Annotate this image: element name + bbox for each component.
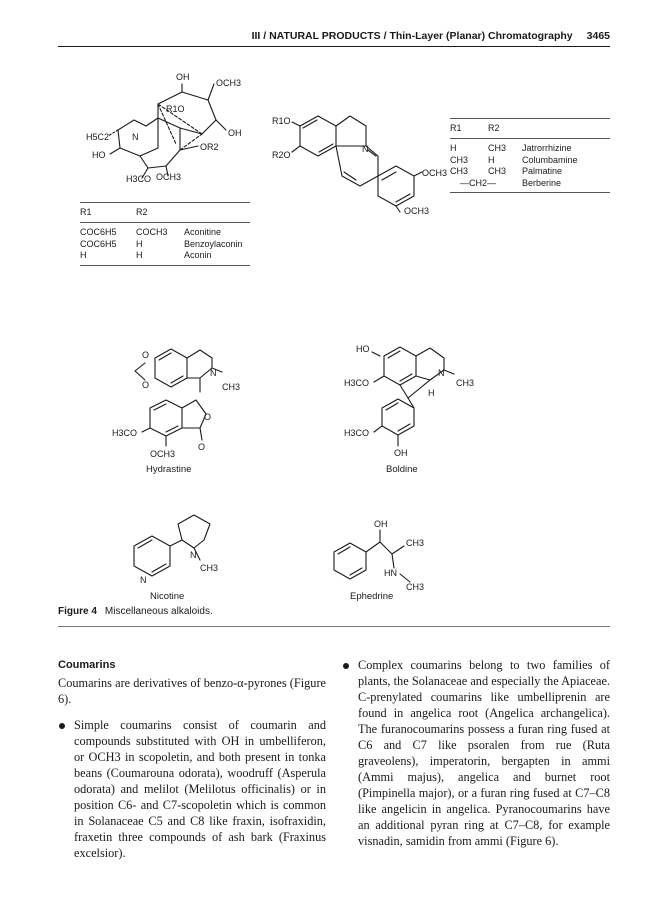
table-cell: H [136, 250, 143, 260]
boldine-label: H3CO [344, 378, 370, 388]
table-cell: CH3 [488, 143, 507, 153]
compound-name: Ephedrine [350, 591, 394, 602]
section-heading: Coumarins [58, 659, 116, 671]
aconitine-label: OR2 [200, 142, 219, 152]
boldine-structure [372, 347, 454, 446]
boldine-label: CH3 [456, 378, 475, 388]
table-header-cell: R2 [488, 123, 500, 133]
ephedrine-label: HN [384, 568, 397, 578]
figure-label: Figure 4 [58, 606, 97, 617]
table-row [80, 239, 250, 251]
hydrastine-label: O [204, 412, 212, 422]
aconitine-label: OCH3 [216, 78, 242, 88]
table-row [80, 227, 250, 239]
list-item [342, 657, 610, 849]
left-column [58, 657, 326, 861]
bullet-icon [343, 663, 349, 669]
compound-name: Hydrastine [146, 464, 192, 475]
table-cell: Aconin [184, 250, 212, 260]
aconitine-label: OH [228, 128, 242, 138]
nicotine-label: N [140, 575, 147, 585]
table-cell: Columbamine [522, 154, 578, 165]
berberine-label: N [362, 144, 369, 154]
aconitine-structure [108, 84, 226, 178]
table-cell: COC6H5 [80, 238, 117, 249]
table-cell [488, 178, 522, 190]
berberine-structure [292, 116, 422, 212]
table-header-cell: R1 [80, 207, 92, 217]
boldine-label: HO [356, 344, 370, 354]
hydrastine-label: OCH3 [150, 449, 176, 459]
table-row [450, 166, 610, 178]
table-header [450, 119, 610, 139]
complex-coumarins-text: Complex coumarins belong to two families of plants, the Solanaceae and especially the Apiaceae. C-prenylated coumarins like umbelliprenin are found in angelica root (Angelica archangelica). The furanocoumarins possess a furan ring fused at C6 and C7 like psoralen from rue (Ruta graveolens), imperatorin, bergapten in ammi (Ammi majus), angelica and burnet root (Pimpinella major), or a furan ring fused at C7–C8 like angelicin in angelica. Pyranocoumarins have an additional pyran ring at C7–C8, for example visnadin, samidin from ammi (Figure 6). [358, 658, 610, 848]
table-header-cell: R1 [450, 123, 462, 133]
berberine-label: OCH3 [422, 168, 448, 178]
table-row [450, 155, 610, 167]
aconitine-label: H5C2 [86, 132, 110, 142]
hydrastine-label: O [198, 442, 206, 452]
ephedrine-label: CH3 [406, 538, 425, 548]
table-row [80, 250, 250, 262]
table-cell: Benzoylaconin [184, 238, 243, 249]
table-cell: CH3 [450, 166, 469, 176]
page-number: 3465 [586, 30, 610, 42]
nicotine-structure [134, 515, 210, 576]
table-cell: Palmatine [522, 166, 563, 176]
running-title: III / NATURAL PRODUCTS / Thin-Layer (Planar) Chromatography [251, 30, 573, 42]
right-column [342, 657, 610, 849]
table-cell: Aconitine [184, 227, 222, 237]
berberine-label: OCH3 [404, 206, 430, 216]
hydrastine-structure [135, 349, 222, 446]
compound-name: Boldine [386, 464, 418, 475]
table-cell: H [488, 154, 495, 165]
aconitine-label: HO [92, 150, 106, 160]
aconitine-label: N [132, 132, 139, 142]
aconitine-table [80, 202, 250, 266]
ephedrine-label: CH3 [406, 582, 425, 592]
aconitine-label: H3CO [126, 174, 152, 184]
boldine-label: N [438, 368, 445, 378]
table-cell: CH3 [488, 166, 507, 176]
simple-coumarins-text: Simple coumarins consist of coumarin and compounds substituted with OH in umbelliferon, or OCH3 in scopoletin, and both present in tonka beans (Coumarouna odorata), woodruff (Asperula odorata) and melilot (Melilotus officinalis) or in position C6- and C7-scopoletin which is common in Solanaceae C5 and C8 like fraxin, isofraxidin, fraxetin three compounds of ash bark (Fraxinus excelsior). [74, 718, 326, 860]
table-header-cell: R2 [136, 207, 148, 217]
table-cell: H [450, 143, 457, 153]
hydrastine-label: H3CO [112, 428, 138, 438]
table-cell: COC6H5 [80, 227, 117, 237]
nicotine-label: CH3 [200, 563, 219, 573]
table-cell: H [80, 250, 87, 260]
nicotine-label: N [190, 550, 197, 560]
aconitine-label: OH [176, 72, 190, 82]
table-cell: —CH2— [460, 177, 497, 188]
berberine-label: R1O [272, 116, 291, 126]
intro-paragraph: Coumarins are derivatives of benzo-α-pyrones (Figure 6). [58, 676, 326, 706]
aconitine-label: R1O [166, 104, 185, 114]
bullet-icon [59, 723, 65, 729]
figure-caption-text: Miscellaneous alkaloids. [104, 606, 213, 617]
boldine-label: H3CO [344, 428, 370, 438]
list-item [58, 717, 326, 861]
table-row [450, 143, 610, 155]
compound-name: Nicotine [150, 591, 185, 602]
hydrastine-label: N [210, 368, 217, 378]
ephedrine-structure [334, 530, 410, 582]
boldine-label: H [428, 388, 435, 398]
ephedrine-label: OH [374, 519, 388, 529]
figure-caption [58, 606, 213, 617]
table-header [80, 203, 250, 223]
hydrastine-label: CH3 [222, 382, 241, 392]
table-cell: COCH3 [136, 227, 168, 237]
table-cell: Berberine [522, 177, 562, 188]
table-row [450, 178, 610, 190]
caption-rule [58, 626, 610, 627]
berberine-table [450, 118, 610, 193]
boldine-label: OH [394, 448, 408, 458]
table-cell: CH3 [450, 154, 469, 165]
aconitine-label: OCH3 [156, 172, 182, 182]
hydrastine-label: O [142, 380, 150, 390]
table-cell: Jatrorrhizine [522, 143, 572, 153]
berberine-label: R2O [272, 150, 291, 160]
hydrastine-label: O [142, 350, 150, 360]
table-cell: H [136, 238, 143, 249]
